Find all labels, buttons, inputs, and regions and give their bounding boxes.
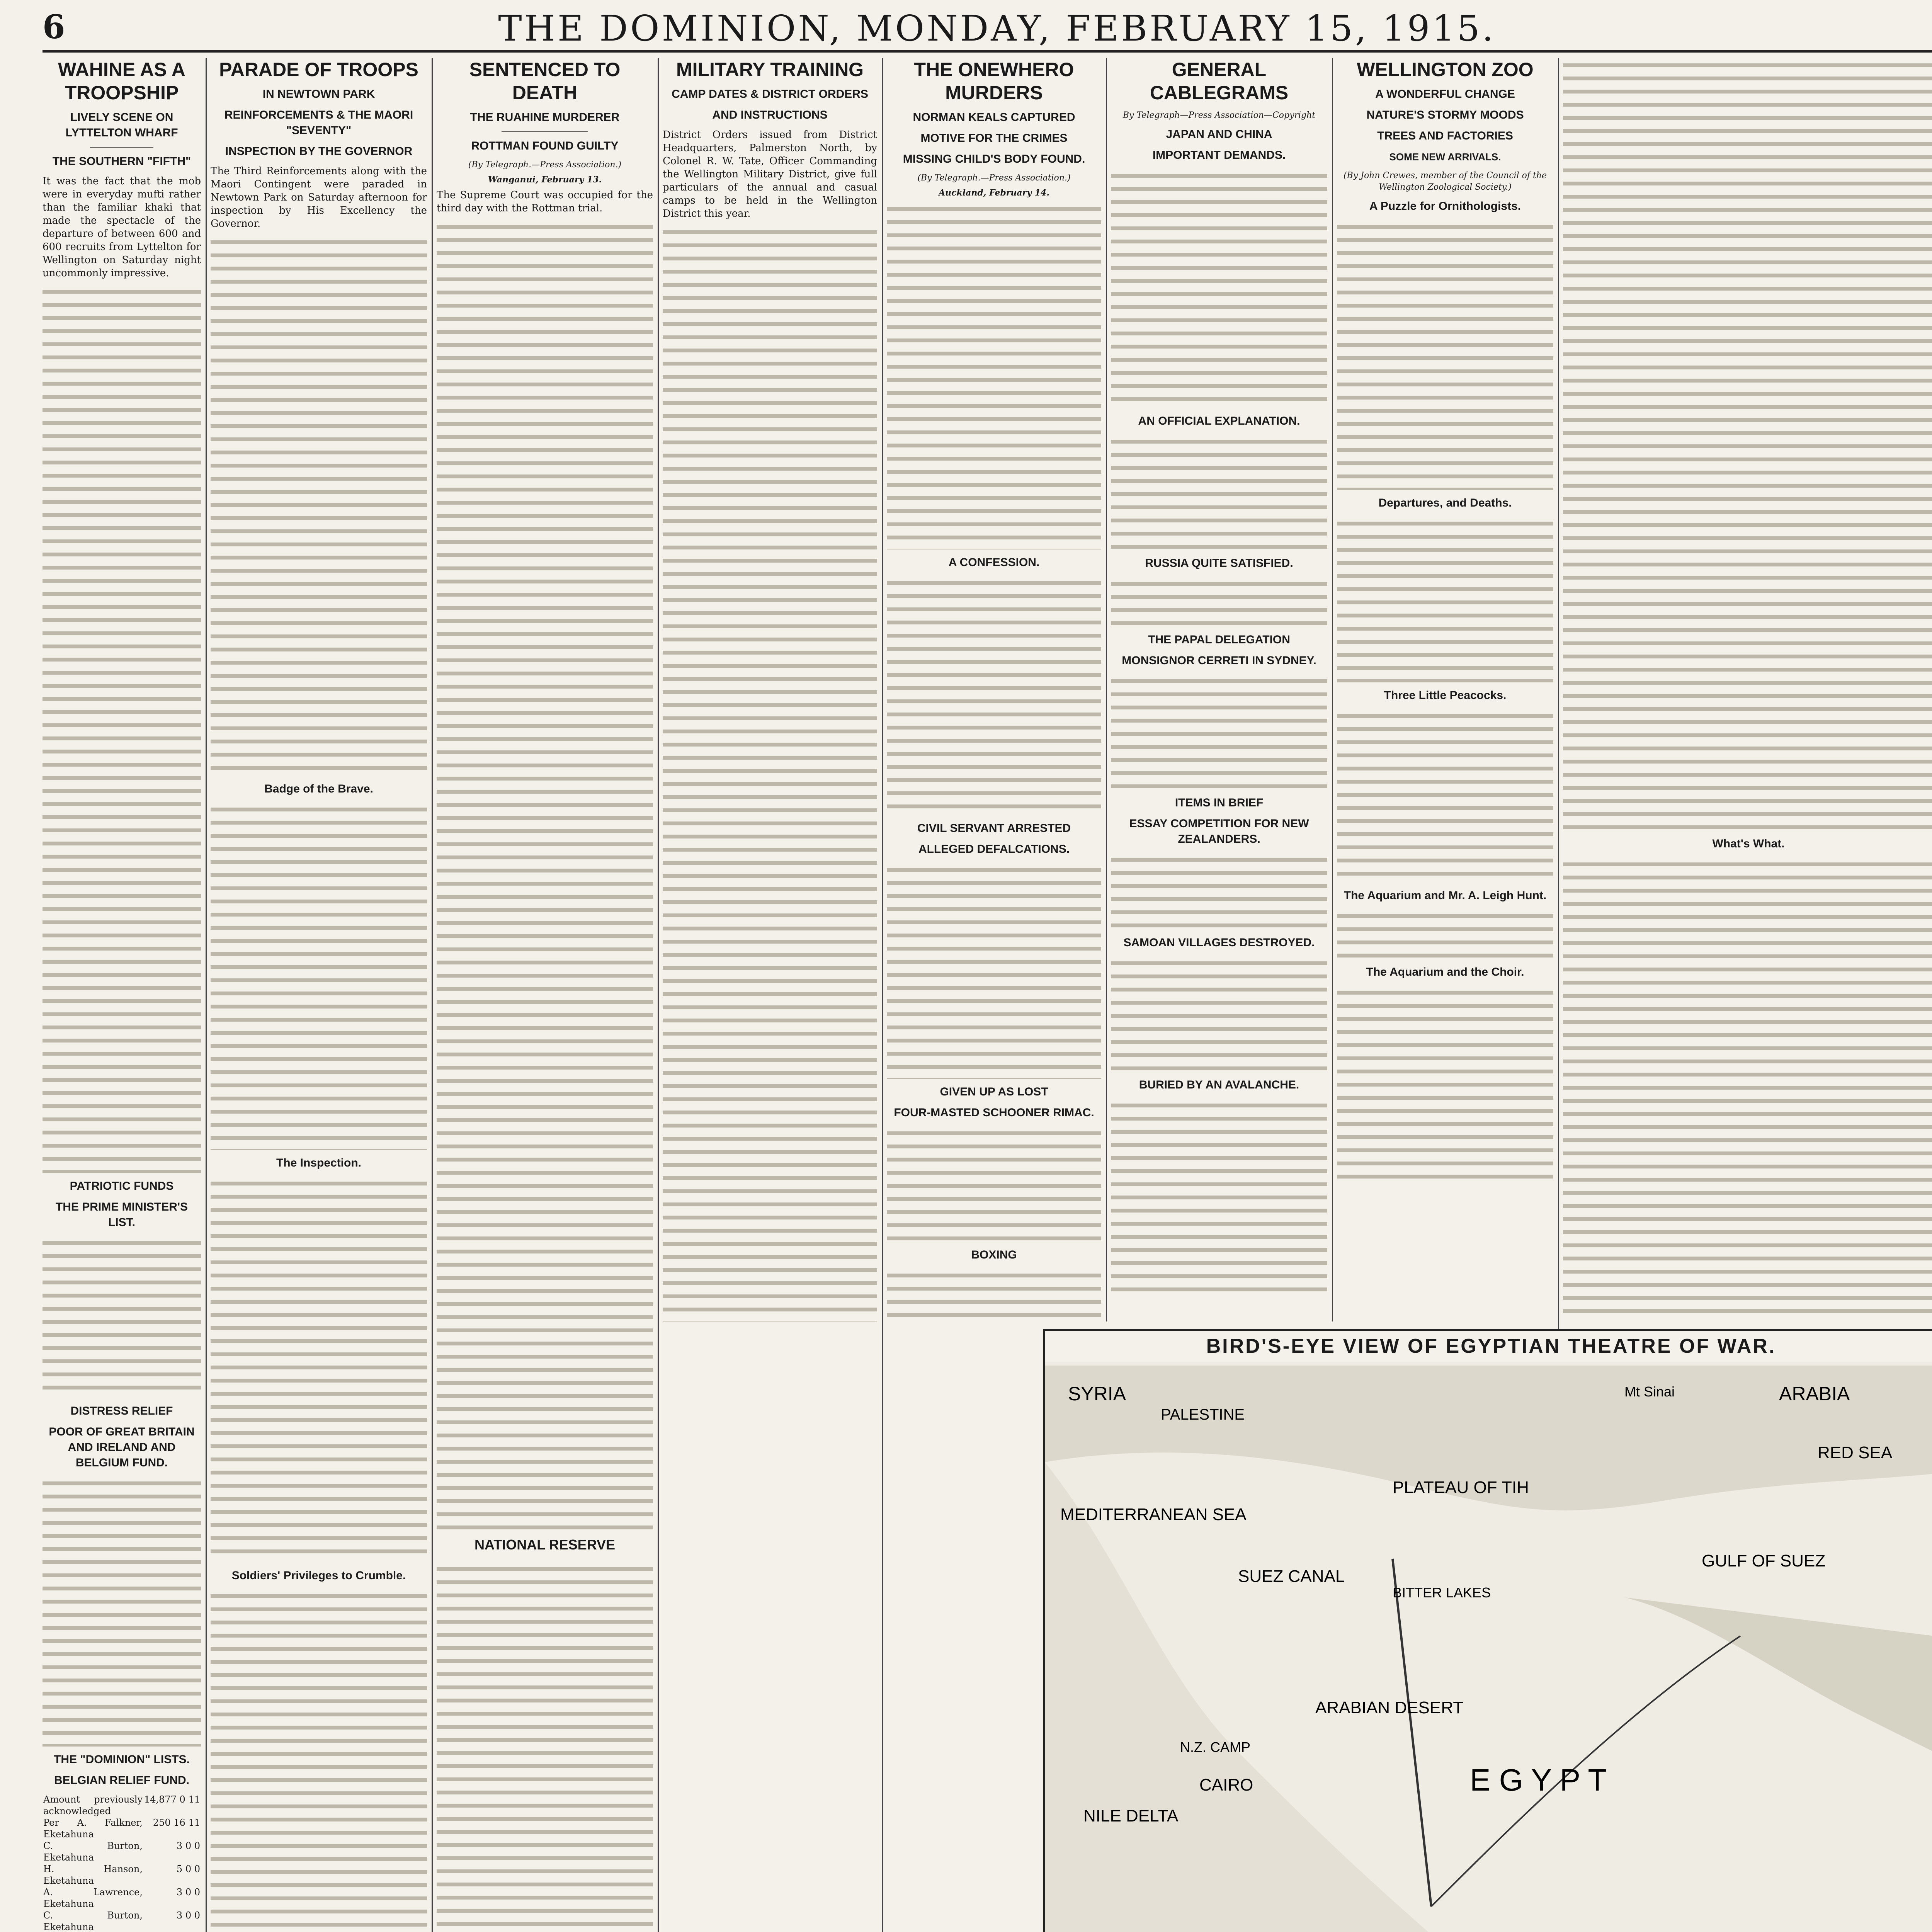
section-subheading: BELGIAN RELIEF FUND. [54,1774,189,1787]
article-body [887,202,1101,549]
row-amount: 250 16 11 [153,1817,200,1828]
subheading: THE SOUTHERN "FIFTH" [52,155,191,168]
article-body [211,1176,427,1563]
section-heading: SAMOAN VILLAGES DESTROYED. [1123,936,1315,949]
article-body [663,225,877,1321]
section-heading: BURIED BY AN AVALANCHE. [1139,1078,1299,1091]
subheading: MISSING CHILD'S BODY FOUND. [903,153,1085,165]
subheading: LIVELY SCENE ON LYTTELTON WHARF [65,111,178,139]
row-label: Per A. Falkner, Eketahuna [43,1817,143,1840]
article-body [43,284,201,1173]
row-amount: 14,877 0 11 [144,1794,200,1805]
subheading: ROTTMAN FOUND GUILTY [471,139,619,152]
row-label: A. Lawrence, Eketahuna [43,1887,143,1909]
section-subheading: POOR OF GREAT BRITAIN AND IRELAND AND BELGIUM FUND. [49,1425,195,1469]
subheading: SOME NEW ARRIVALS. [1389,151,1501,163]
article-body [437,1562,653,1932]
headline: THE ONEWHERO MURDERS [914,59,1074,104]
column-onewhero [887,58,1101,1321]
subheading: AND INSTRUCTIONS [712,109,828,121]
row-amount: 3 0 0 [176,1910,200,1921]
section-heading: THE PAPAL DELEGATION [1148,633,1290,646]
byline: (By John Crewes, member of the Council of the Wellington Zoological Society.) [1343,171,1547,192]
article-lead: It was the fact that the mob were in everyday mufti rather than the familiar khaki that made the spectacle of the departure of between 600 and 600 recruits from Lyttelton for Wellington on Saturday night uncommonly impressive. [43,175,201,279]
map-illustration [1045,1366,1932,1932]
map-label: N.Z. CAMP [1180,1739,1251,1755]
map-label: MEDITERRANEAN SEA [1060,1505,1247,1524]
article-body [887,1268,1101,1321]
section-subheading: THE PRIME MINISTER'S LIST. [55,1201,188,1229]
section-heading: JAPAN AND CHINA [1166,128,1272,141]
page-number: 6 [43,8,65,46]
belgian-fund-table [43,1794,201,1932]
dateline: Auckland, February 14. [939,188,1049,198]
credit-line: By Telegraph—Press Association—Copyright [1122,111,1316,120]
column-rule [206,58,207,1932]
subheading: NATURE'S STORMY MOODS [1366,109,1524,121]
row-amount: 5 0 0 [176,1864,200,1874]
column-rule [1106,58,1107,1321]
section-heading: BOXING [971,1248,1017,1261]
map-label: GULF OF SUEZ [1702,1551,1826,1570]
section-heading: The Aquarium and Mr. A. Leigh Hunt. [1344,889,1547,902]
map-label: CAIRO [1199,1776,1253,1794]
subheading: CAMP DATES & DISTRICT ORDERS [672,88,868,100]
article-body [887,862,1101,1079]
article-body [1111,434,1327,550]
section-subheading: IMPORTANT DEMANDS. [1152,149,1286,162]
column-rule [882,58,883,1932]
section-heading: Soldiers' Privileges to Crumble. [231,1569,406,1582]
table-row [43,1910,201,1932]
table-row [43,1886,201,1910]
table-row [43,1817,201,1840]
map-label: BITTER LAKES [1393,1585,1491,1600]
article-body [887,576,1101,815]
section-heading: Departures, and Deaths. [1378,497,1512,509]
dateline: Wanganui, February 13. [488,175,602,185]
section-subheading: MONSIGNOR CERRETI IN SYDNEY. [1122,654,1316,667]
row-label: Amount previously acknowledged [43,1794,143,1816]
subheading: NORMAN KEALS CAPTURED [913,111,1075,124]
article-body [1111,674,1327,790]
subheading: IN NEWTOWN PARK [262,88,375,100]
headline: MILITARY TRAINING [676,59,864,80]
article-body [211,802,427,1150]
section-heading: CIVIL SERVANT ARRESTED [917,822,1071,835]
headline: SENTENCED TO DEATH [469,59,621,104]
section-heading: AN OFFICIAL EXPLANATION. [1138,415,1300,427]
map-label: E G Y P T [1470,1763,1607,1797]
section-heading: RUSSIA QUITE SATISFIED. [1145,557,1293,570]
map-label: RED SEA [1818,1443,1893,1462]
section-heading: Three Little Peacocks. [1384,689,1507,702]
article-lead: District Orders issued from District Headquarters, Palmerston North, by Colonel R. W. Tate, Officer Commanding the Wellington Military District, give full particulars of the annual and casual camps to be held in the Wellington District this year. [663,129,877,219]
map-label: PLATEAU OF TIH [1393,1478,1529,1497]
article-body [1337,709,1553,883]
section-heading: What's What. [1712,837,1785,850]
article-body [1111,852,1327,930]
row-label: H. Hanson, Eketahuna [43,1864,143,1886]
section-heading: NATIONAL RESERVE [474,1537,616,1553]
section-subheading: ALLEGED DEFALCATIONS. [918,843,1070,855]
headline: WAHINE AS A TROOPSHIP [58,59,185,104]
column-military [663,58,877,1321]
article-body [1111,1098,1327,1291]
article-lead: The Third Reinforcements along with the Maori Contingent were paraded in Newtown Park on Saturday afternoon for inspection by His Excellency the Governor. [211,165,427,230]
map-label: PALESTINE [1161,1406,1245,1423]
article-body [1337,219,1553,490]
section-heading: PATRIOTIC FUNDS [70,1180,174,1192]
table-row [43,1863,201,1886]
egypt-war-map [1043,1329,1932,1932]
subheading: INSPECTION BY THE GOVERNOR [225,145,413,158]
section-subheading: ESSAY COMPETITION FOR NEW ZEALANDERS. [1129,817,1309,845]
section-heading: ITEMS IN BRIEF [1175,796,1264,809]
headline: GENERAL CABLEGRAMS [1150,59,1289,104]
section-heading: A CONFESSION. [948,556,1040,569]
article-body [1111,577,1327,627]
newspaper-title: THE DOMINION, MONDAY, FEBRUARY 15, 1915. [498,8,1496,49]
section-heading: The Inspection. [276,1156,362,1169]
subheading: TREES AND FACTORIES [1377,129,1513,142]
table-row [43,1840,201,1863]
column-parade [211,58,427,1932]
column-wahine [43,58,201,1932]
column-rule [658,58,659,1932]
map-label: ARABIAN DESERT [1315,1698,1464,1717]
credit-line: (By Telegraph.—Press Association.) [468,160,622,170]
section-heading: Badge of the Brave. [264,782,373,795]
subheading: A WONDERFUL CHANGE [1375,88,1515,100]
article-body [211,235,427,776]
column-zoo [1337,58,1553,1321]
subheading: MOTIVE FOR THE CRIMES [920,132,1068,145]
map-label: SUEZ CANAL [1238,1567,1345,1586]
map-label: SYRIA [1068,1383,1126,1405]
column-cablegrams [1111,58,1327,1321]
column-rule [432,58,433,1932]
article-body [1563,58,1932,831]
article-body [1111,168,1327,408]
credit-line: (By Telegraph.—Press Association.) [917,173,1071,183]
row-amount: 3 0 0 [176,1887,200,1898]
article-body [43,1476,201,1747]
table-row [43,1794,201,1817]
article-body [1337,516,1553,682]
section-heading: GIVEN UP AS LOST [940,1085,1048,1098]
row-label: C. Burton, Eketahuna [43,1910,143,1932]
article-body [437,219,653,1533]
subheading: REINFORCEMENTS & THE MAORI "SEVENTY" [224,109,413,137]
headline: PARADE OF TROOPS [219,59,418,80]
section-heading: THE "DOMINION" LISTS. [54,1753,190,1766]
map-label: Mt Sinai [1624,1384,1675,1400]
headline: WELLINGTON ZOO [1357,59,1534,80]
section-heading: The Aquarium and the Choir. [1366,966,1524,978]
map-label: ARABIA [1779,1383,1850,1405]
section-subheading: FOUR-MASTED SCHOONER RIMAC. [894,1106,1094,1119]
masthead [43,8,1932,53]
column-rule [1332,58,1333,1321]
section-heading: A Puzzle for Ornithologists. [1369,200,1521,213]
article-lead: The Supreme Court was occupied for the third day with the Rottman trial. [437,189,653,214]
row-label: C. Burton, Eketahuna [43,1840,143,1863]
map-title: BIRD'S-EYE VIEW OF EGYPTIAN THEATRE OF WAR. [1045,1331,1932,1362]
map-label: NILE DELTA [1083,1806,1179,1825]
article-body [1337,909,1553,959]
subheading: THE RUAHINE MURDERER [470,111,620,124]
column-sentenced [437,58,653,1932]
article-body [1111,956,1327,1072]
article-body [1563,857,1932,1321]
section-heading: DISTRESS RELIEF [70,1405,173,1417]
article-body [211,1589,427,1932]
article-body [43,1236,201,1398]
row-amount: 3 0 0 [176,1840,200,1851]
article-body [887,1126,1101,1242]
article-body [1337,985,1553,1179]
